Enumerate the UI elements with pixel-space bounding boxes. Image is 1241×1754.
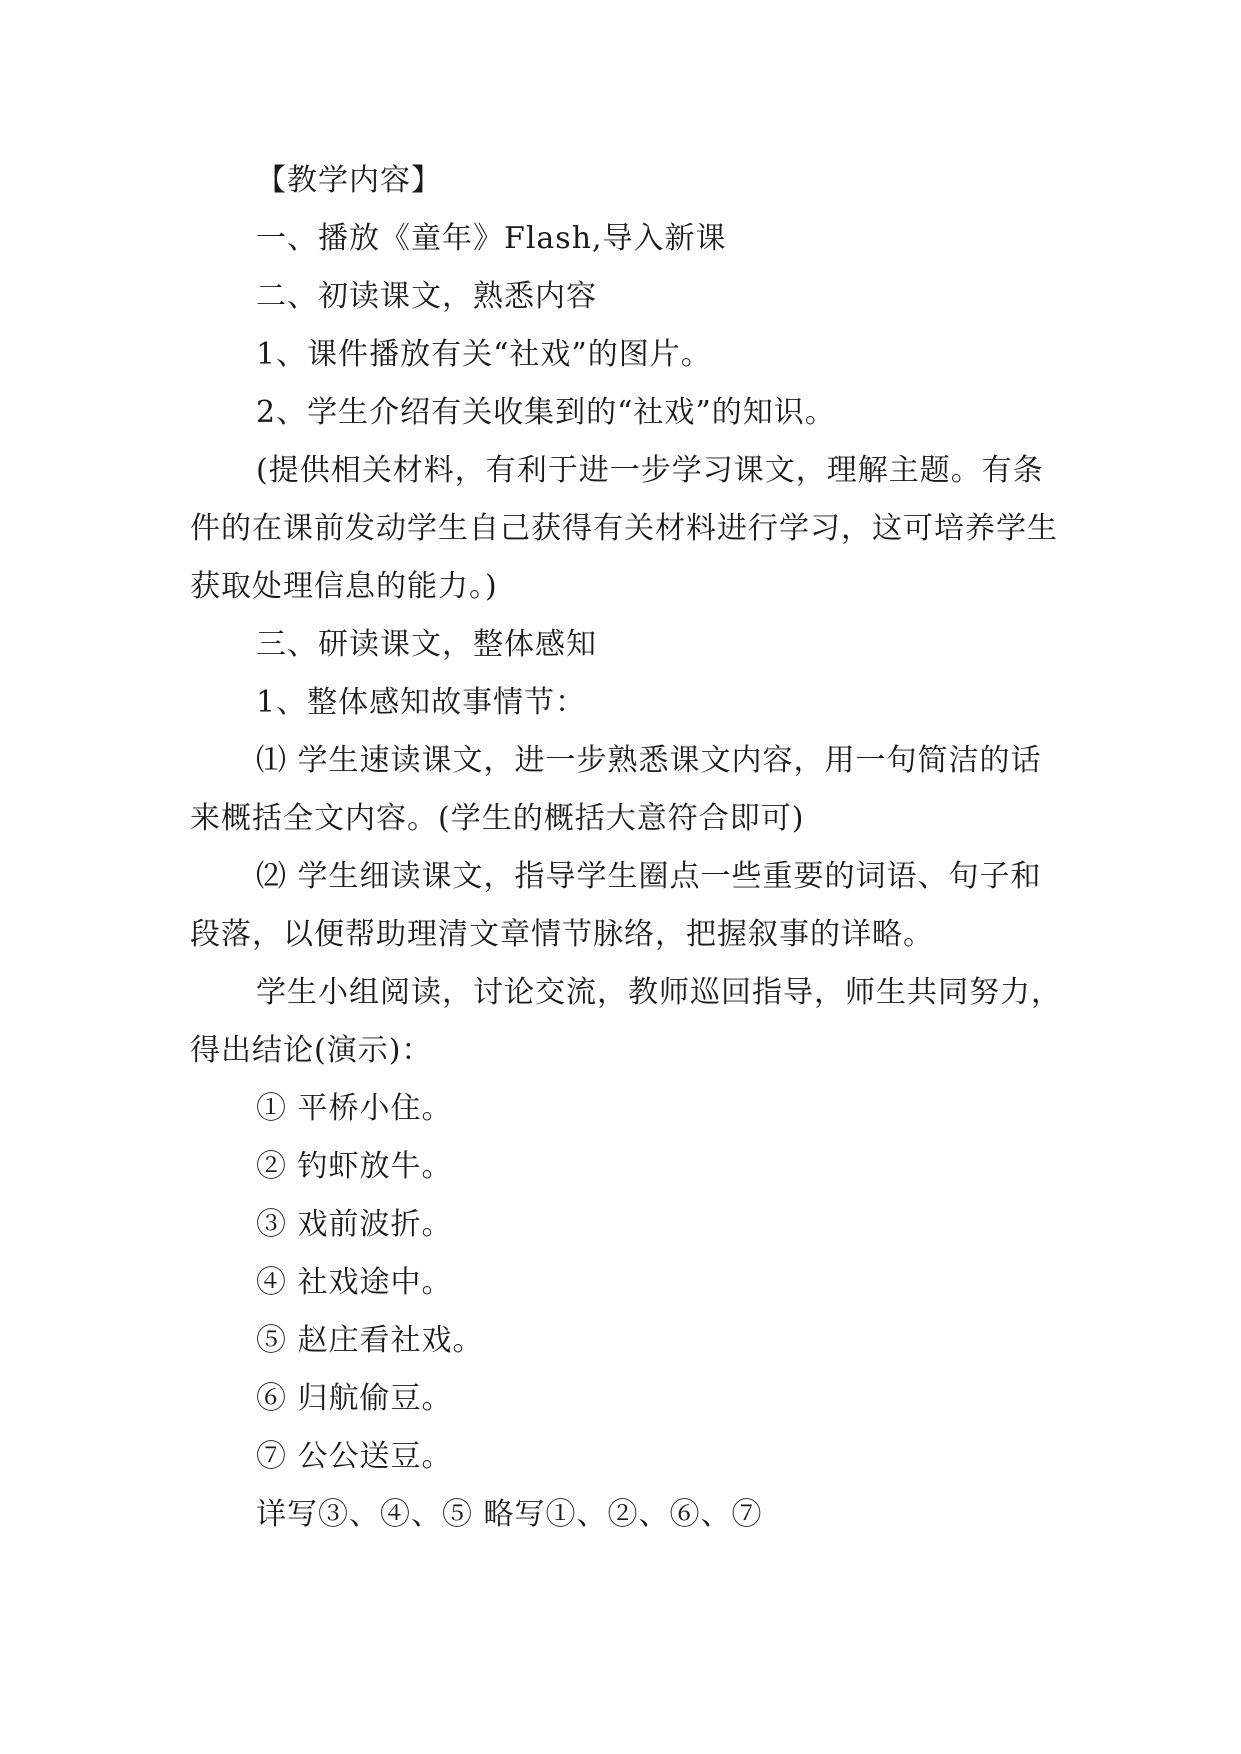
list-item: ⑥ 归航偷豆。 [256, 1381, 453, 1416]
paragraph: 1、整体感知故事情节： [256, 685, 587, 720]
list-item: ④ 社戏途中。 [256, 1265, 453, 1300]
list-item: ⑦ 公公送豆。 [256, 1439, 453, 1474]
paragraph: 三、研读课文，整体感知 [256, 627, 597, 662]
paragraph: 二、初读课文，熟悉内容 [256, 279, 597, 314]
paragraph: ⑵ 学生细读课文，指导学生圈点一些重要的词语、句子和段落，以便帮助理清文章情节脉络，把握叙事的详略。 [190, 859, 1042, 952]
paragraph: 学生小组阅读，讨论交流，教师巡回指导，师生共同努力，得出结论(演示)： [190, 975, 1062, 1068]
paragraph: 2、学生介绍有关收集到的“社戏”的知识。 [256, 395, 836, 430]
section-heading-teaching-content: 【教学内容】 [256, 163, 442, 198]
list-item: ⑤ 赵庄看社戏。 [256, 1323, 484, 1358]
document-body [190, 152, 1070, 1544]
list-item: ③ 戏前波折。 [256, 1207, 453, 1242]
list-item: ② 钓虾放牛。 [256, 1149, 453, 1184]
paragraph: 1、课件播放有关“社戏”的图片。 [256, 337, 712, 372]
paragraph: 详写③、④、⑤ 略写①、②、⑥、⑦ [256, 1497, 763, 1532]
paragraph: (提供相关材料，有利于进一步学习课文，理解主题。有条件的在课前发动学生自己获得有关材料进行学习，这可培养学生获取处理信息的能力。) [190, 453, 1058, 604]
list-item: ① 平桥小住。 [256, 1091, 453, 1126]
paragraph: ⑴ 学生速读课文，进一步熟悉课文内容，用一句简洁的话来概括全文内容。(学生的概括大意符合即可) [190, 743, 1042, 836]
paragraph: 一、播放《童年》Flash,导入新课 [256, 221, 727, 256]
